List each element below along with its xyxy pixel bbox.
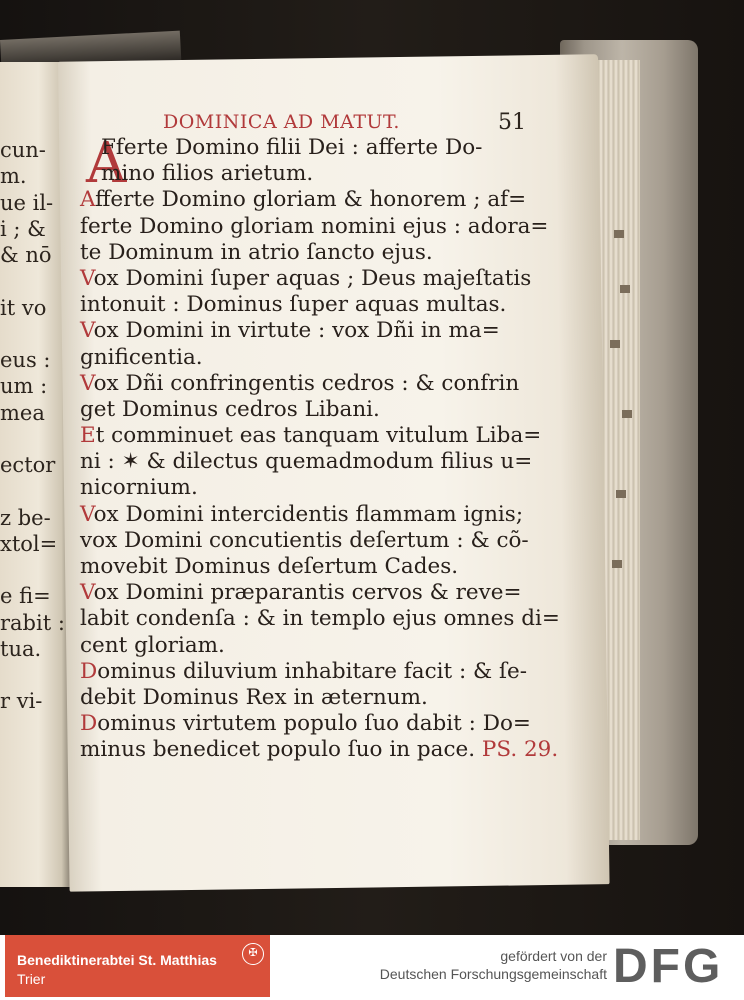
margin-line (0, 662, 65, 688)
margin-line: e fi= (0, 584, 51, 609)
line-text: gnificentia. (80, 344, 203, 370)
page-number: 51 (498, 110, 526, 135)
margin-line: & nō (0, 243, 52, 267)
line-text: ominus virtutem populo ſuo dabit : Do= (97, 711, 531, 737)
line-text: fferte Domino gloriam & honorem ; af= (95, 187, 527, 213)
margin-line: cun- (0, 138, 46, 162)
line-text: cent gloriam. (80, 632, 225, 658)
line-text: te Dominum in atrio ſancto ejus. (80, 239, 433, 265)
line-text: ox Domini in virtute : vox Dñi in ma= (93, 318, 500, 344)
line-text: ominus diluvium inhabitare facit : & ſe- (97, 658, 527, 684)
funding-note (380, 947, 607, 983)
margin-line: mea (0, 400, 45, 425)
margin-line (0, 478, 65, 504)
rubric-initial: D (80, 658, 98, 684)
text-line (80, 135, 550, 161)
text-line (80, 214, 550, 240)
margin-line: it vo (0, 295, 47, 320)
line-text: vox Domini concutientis deſertum : & cõ- (80, 527, 529, 553)
text-line (80, 580, 550, 606)
text-line (80, 161, 550, 187)
margin-line: xtol= (0, 531, 58, 556)
margin-line: rabit : (0, 610, 65, 635)
footer-bar (0, 935, 744, 1000)
institution-badge[interactable] (5, 935, 270, 997)
text-line (80, 606, 560, 632)
page-tab-marker (610, 340, 620, 348)
line-text: ox Domini ſuper aquas ; Deus majeſtatis (93, 265, 532, 291)
margin-line: ue il- (0, 190, 54, 215)
margin-line: z be- (0, 505, 51, 530)
text-line (80, 685, 550, 711)
line-text: ni : ✶ & dilectus quemadmodum filius u= (80, 449, 533, 475)
funding-line-2: Deutschen Forschungsgemeinschaft (379, 966, 607, 982)
text-line (80, 345, 550, 371)
funding-line-1: gefördert von der (500, 948, 607, 964)
text-line (80, 240, 550, 266)
rubric-initial: V (80, 265, 94, 291)
line-text: ferte Domino gloriam nomini ejus : adora= (80, 213, 549, 239)
rubric-initial: V (80, 580, 94, 606)
margin-line: i ; & (0, 216, 46, 241)
rubric-initial: V (80, 370, 94, 396)
line-text: movebit Dominus deſertum Cades. (80, 554, 459, 579)
text-line (80, 371, 550, 397)
page-tab-marker (620, 285, 630, 293)
abbey-logo-icon: ✠ (242, 943, 264, 965)
margin-line: eus : (0, 348, 51, 372)
page-tab-marker (612, 560, 622, 568)
text-line (80, 554, 550, 580)
line-text: nicornium. (80, 475, 198, 501)
rubric-initial: V (80, 501, 94, 527)
margin-line (0, 426, 65, 452)
text-line (80, 737, 559, 763)
institution-city: Trier (17, 971, 46, 987)
line-text: ox Dñi confringentis cedros : & confrin (93, 370, 520, 396)
psalm-text (80, 131, 560, 764)
drop-cap: A (86, 131, 127, 196)
line-text: ox Domini intercidentis flammam ignis; (93, 501, 524, 527)
line-text: minus benedicet populo ſuo in pace. (80, 737, 476, 763)
text-line (80, 502, 550, 528)
margin-line (0, 321, 65, 347)
rubric-initial: D (80, 711, 98, 737)
margin-line (0, 557, 65, 583)
left-page-margin-text (0, 137, 65, 715)
margin-line: um : (0, 374, 48, 399)
text-line (80, 633, 550, 659)
text-line (80, 528, 550, 554)
text-line (80, 292, 550, 318)
margin-line: ector (0, 453, 56, 477)
margin-line: m. (0, 164, 27, 189)
text-line (80, 475, 550, 501)
line-text: labit condenſa : & in templo ejus omnes di= (80, 606, 560, 632)
line-text: t comminuet eas tanquam vitulum Liba= (95, 423, 542, 449)
line-text: intonuit : Dominus ſuper aquas multas. (80, 292, 507, 318)
rubric-initial: A (80, 187, 96, 213)
rubric-initial: E (80, 423, 96, 449)
dfg-logo[interactable]: DFG (613, 940, 724, 993)
text-line (80, 397, 550, 423)
text-line (80, 449, 550, 475)
text-line (80, 187, 550, 213)
page-tab-marker (616, 490, 626, 498)
text-line (80, 711, 550, 737)
margin-line: r vi- (0, 689, 43, 714)
line-text: ox Domini præparantis cervos & reve= (93, 580, 522, 606)
margin-line (0, 268, 65, 294)
text-line (80, 318, 550, 344)
page-tab-marker (622, 410, 632, 418)
line-text: debit Dominus Rex in æternum. (80, 684, 428, 710)
rubric-initial: V (80, 318, 94, 344)
text-line (80, 423, 550, 449)
text-line (80, 659, 550, 685)
line-text: get Dominus cedros Libani. (80, 396, 380, 422)
psalm-reference: PS. 29. (475, 737, 559, 763)
institution-name: Benediktinerabtei St. Matthias (17, 952, 217, 968)
text-line (80, 266, 550, 292)
margin-line: tua. (0, 636, 42, 661)
page-tab-marker (614, 230, 624, 238)
page-header: DOMINICA AD MATUT. (163, 111, 400, 133)
line-text: mino filios arietum. (101, 161, 314, 187)
line-text: Fferte Domino filii Dei : afferte Do- (101, 135, 483, 160)
